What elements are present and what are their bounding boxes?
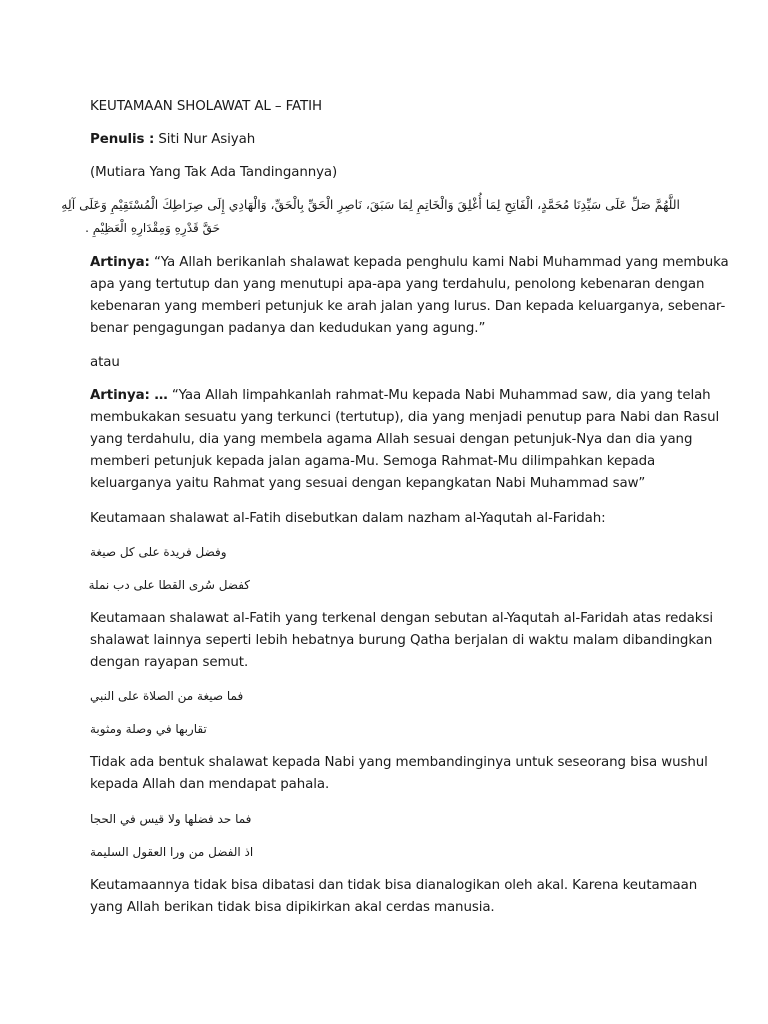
verse-1a: وفضل فريدة على كل صيغة	[90, 545, 227, 559]
atau-text: atau	[90, 355, 120, 370]
document-title: KEUTAMAAN SHOLAWAT AL – FATIH	[90, 99, 322, 114]
translation-2-row-1	[90, 385, 719, 407]
verse-3b: اذ الفضل من ورا العقول السليمة	[90, 845, 254, 859]
verse-2a: فما صيغة من الصلاة على النبي	[90, 689, 244, 703]
akhir-row-1: Keutamaannya tidak bisa dibatasi dan tidak bisa dianalogikan oleh akal. Karena keutamaan	[90, 878, 698, 893]
document-subtitle: (Mutiara Yang Tak Ada Tandingannya)	[90, 165, 338, 180]
tidak-ada-row-1: Tidak ada bentuk shalawat kepada Nabi yang membandinginya untuk seseorang bisa wushul	[90, 755, 708, 770]
translation-2-text-1: “Yaa Allah limpahkanlah rahmat-Mu kepada Nabi Muhammad saw, dia yang telah	[167, 388, 711, 403]
verse-1b: كفضل سُرى القطا على دب نملة	[88, 578, 250, 592]
translation-1-row-4: benar pengagungan padanya dan kedudukan yang agung.”	[90, 321, 486, 336]
tidak-ada-paragraph	[90, 752, 708, 796]
translation-2	[90, 385, 719, 495]
author-label: Penulis :	[90, 132, 155, 147]
author-name: Siti Nur Asiyah	[158, 132, 256, 147]
translation-1-row-2: apa yang tertutup dan yang menutupi apa-apa yang terdahulu, penolong kebenaran dengan	[90, 277, 705, 292]
verse-3a: فما حد فضلها ولا قيس في الحجا	[90, 812, 252, 826]
translation-2-row-3: yang terdahulu, dia yang membela agama Allah sesuai dengan petunjuk-Nya dan dia yang	[90, 432, 693, 447]
translation-1-label: Artinya:	[90, 255, 150, 270]
nazham-intro: Keutamaan shalawat al-Fatih disebutkan dalam nazham al-Yaqutah al-Faridah:	[90, 511, 606, 526]
verse-2b: تقاربها في وصلة ومثوبة	[90, 722, 207, 736]
keutamaan-row-3: dengan rayapan semut.	[90, 655, 249, 670]
tidak-ada-row-2: kepada Allah dan mendapat pahala.	[90, 777, 330, 792]
author-line	[90, 129, 255, 151]
keutamaan-row-2: shalawat lainnya seperti lebih hebatnya burung Qatha berjalan di waktu malam dibandingkan	[90, 633, 713, 648]
akhir-paragraph	[90, 875, 697, 919]
arabic-prayer-line-1: اللَّهُمَّ صَلِّ عَلَى سَيِّدِنَا مُحَمَّدٍ، الْفَاتِحِ لِمَا أُغْلِقَ وَالْخَاتِمِ لِمَا سَبَقَ، نَاصِرِ الْحَقِّ بِالْحَقِّ، وَالْهَادِي إِلَى صِرَاطِكَ الْمُسْتَقِيْمِ وَعَلَى آلِهِ	[61, 197, 680, 212]
translation-2-row-4: memberi petunjuk kepada jalan agama-Mu. Semoga Rahmat-Mu dilimpahkan kepada	[90, 454, 656, 469]
arabic-prayer-line-2: حَقَّ قَدْرِهِ وَمِقْدَارِهِ الْعَظِيْمِ .	[85, 221, 220, 235]
keutamaan-row-1: Keutamaan shalawat al-Fatih yang terkenal dengan sebutan al-Yaqutah al-Faridah atas redaksi	[90, 611, 713, 626]
akhir-row-2: yang Allah berikan tidak bisa dipikirkan akal cerdas manusia.	[90, 900, 495, 915]
translation-1-row-1	[90, 252, 729, 274]
keutamaan-paragraph	[90, 608, 713, 674]
translation-1-text-1: “Ya Allah berikanlah shalawat kepada penghulu kami Nabi Muhammad yang membuka	[149, 255, 729, 270]
translation-1-row-3: kebenaran yang memberi petunjuk ke arah jalan yang lurus. Dan kepada keluarganya, sebenar-	[90, 299, 726, 314]
translation-1	[90, 252, 729, 340]
translation-2-row-5: keluarganya yaitu Rahmat yang sesuai dengan kepangkatan Nabi Muhammad saw”	[90, 476, 646, 491]
translation-2-label: Artinya: …	[90, 388, 168, 403]
translation-2-row-2: membukakan sesuatu yang terkunci (tertutup), dia yang menjadi penutup para Nabi dan Rasul	[90, 410, 720, 425]
